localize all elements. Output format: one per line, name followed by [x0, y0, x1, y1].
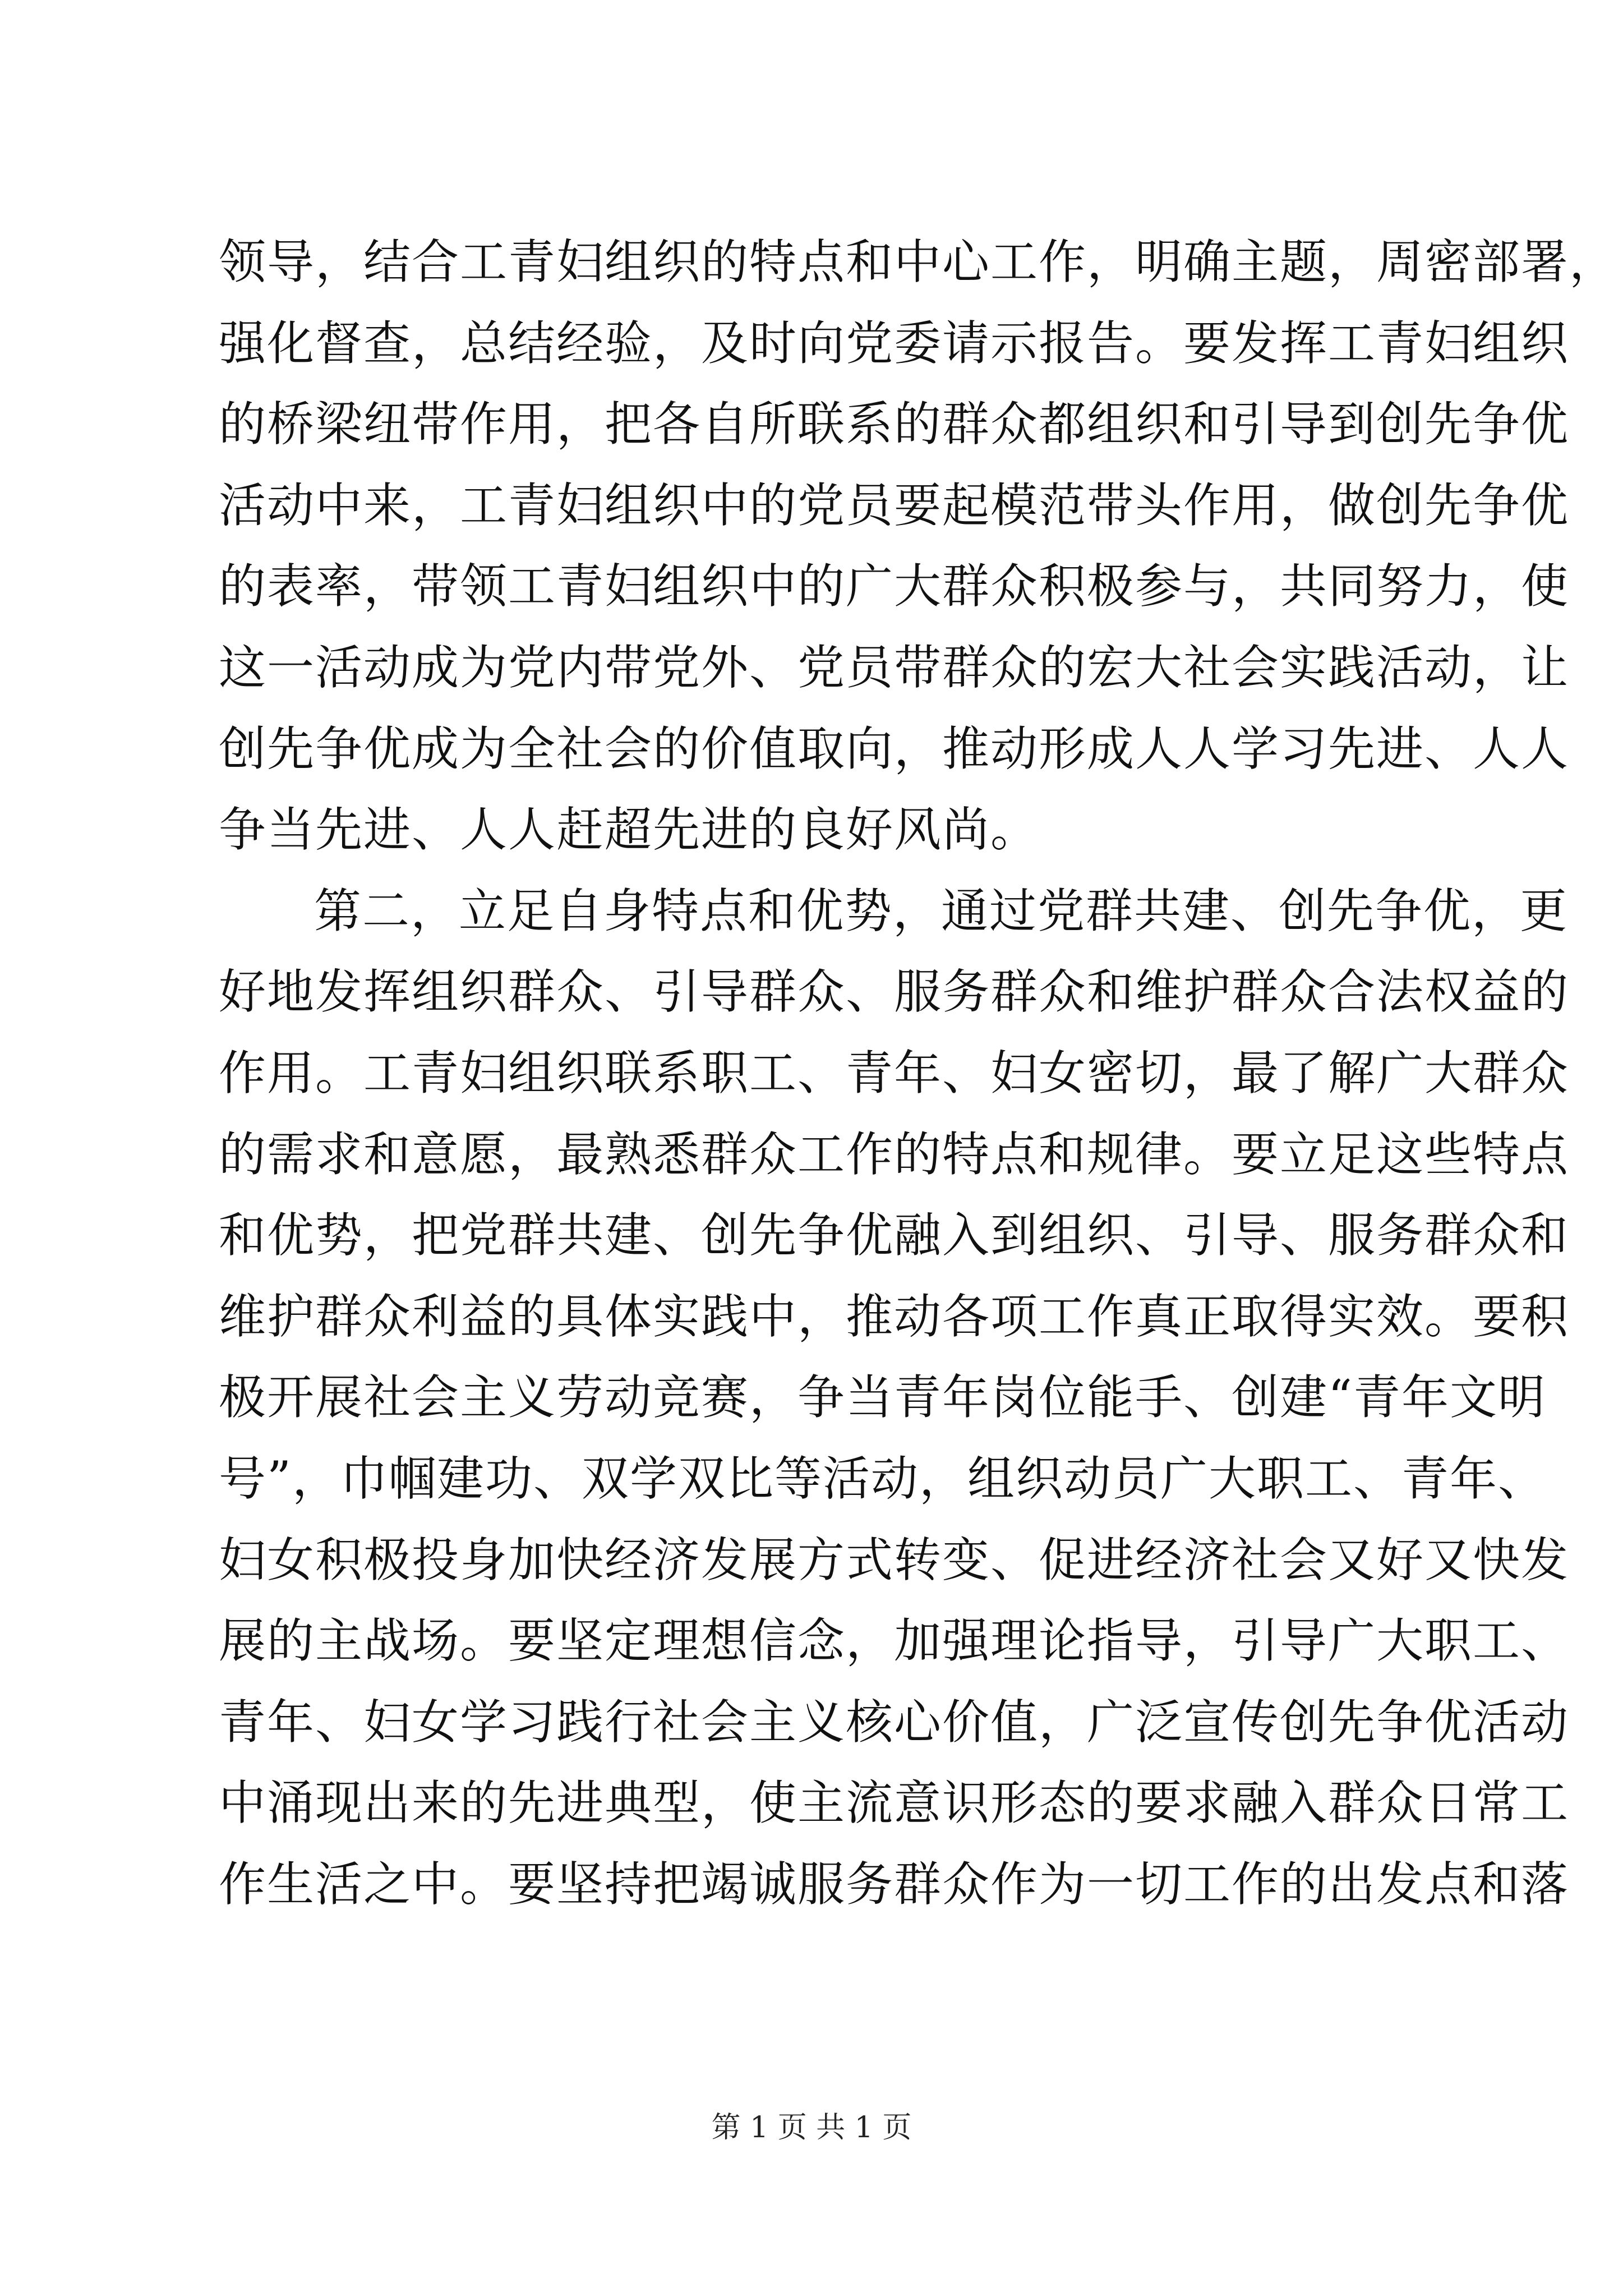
- paragraph-1: [219, 222, 1618, 871]
- text-line: 这一活动成为党内带党外、党员带群众的宏大社会实践活动，让: [219, 639, 1570, 695]
- text-line: 争当先进、人人赶超先进的良好风尚。: [219, 802, 1039, 858]
- text-line: 强化督查，总结经验，及时向党委请示报告。要发挥工青妇组织: [219, 315, 1570, 371]
- text-line: 展的主战场。要坚定理想信念，加强理论指导，引导广大职工、: [219, 1613, 1570, 1669]
- page-number-footer: 第 1 页 共 1 页: [711, 2111, 912, 2145]
- text-line: 创先争优成为全社会的价值取向，推动形成人人学习先进、人人: [219, 721, 1570, 776]
- text-line: 和优势，把党群共建、创先争优融入到组织、引导、服务群众和: [219, 1208, 1570, 1263]
- text-line: 好地发挥组织群众、引导群众、服务群众和维护群众合法权益的: [219, 964, 1570, 1020]
- text-line: 青年、妇女学习践行社会主义核心价值，广泛宣传创先争优活动: [219, 1694, 1570, 1750]
- text-line: 极开展社会主义劳动竞赛，争当青年岗位能手、创建“青年文明: [219, 1370, 1546, 1425]
- text-line: 维护群众利益的具体实践中，推动各项工作真正取得实效。要积: [219, 1289, 1570, 1344]
- text-line: 的需求和意愿，最熟悉群众工作的特点和规律。要立足这些特点: [219, 1126, 1570, 1182]
- text-line: 的桥梁纽带作用，把各自所联系的群众都组织和引导到创先争优: [219, 397, 1570, 452]
- document-body: [219, 222, 1618, 1925]
- text-line: 第二，立足自身特点和优势，通过党群共建、创先争优，更: [314, 883, 1569, 938]
- text-line: 中涌现出来的先进典型，使主流意识形态的要求融入群众日常工: [219, 1775, 1570, 1831]
- text-line: 的表率，带领工青妇组织中的广大群众积极参与，共同努力，使: [219, 559, 1570, 614]
- text-line: 作生活之中。要坚持把竭诚服务群众作为一切工作的出发点和落: [219, 1856, 1570, 1912]
- text-line: 号”，巾帼建功、双学双比等活动，组织动员广大职工、青年、: [219, 1451, 1546, 1506]
- text-line: 作用。工青妇组织联系职工、青年、妇女密切，最了解广大群众: [219, 1045, 1570, 1101]
- paragraph-2: [219, 871, 1570, 1925]
- text-line: 领导，结合工青妇组织的特点和中心工作，明确主题，周密部署，: [219, 234, 1618, 289]
- text-line: 活动中来，工青妇组织中的党员要起模范带头作用，做创先争优: [219, 477, 1570, 533]
- text-line: 妇女积极投身加快经济发展方式转变、促进经济社会又好又快发: [219, 1532, 1570, 1588]
